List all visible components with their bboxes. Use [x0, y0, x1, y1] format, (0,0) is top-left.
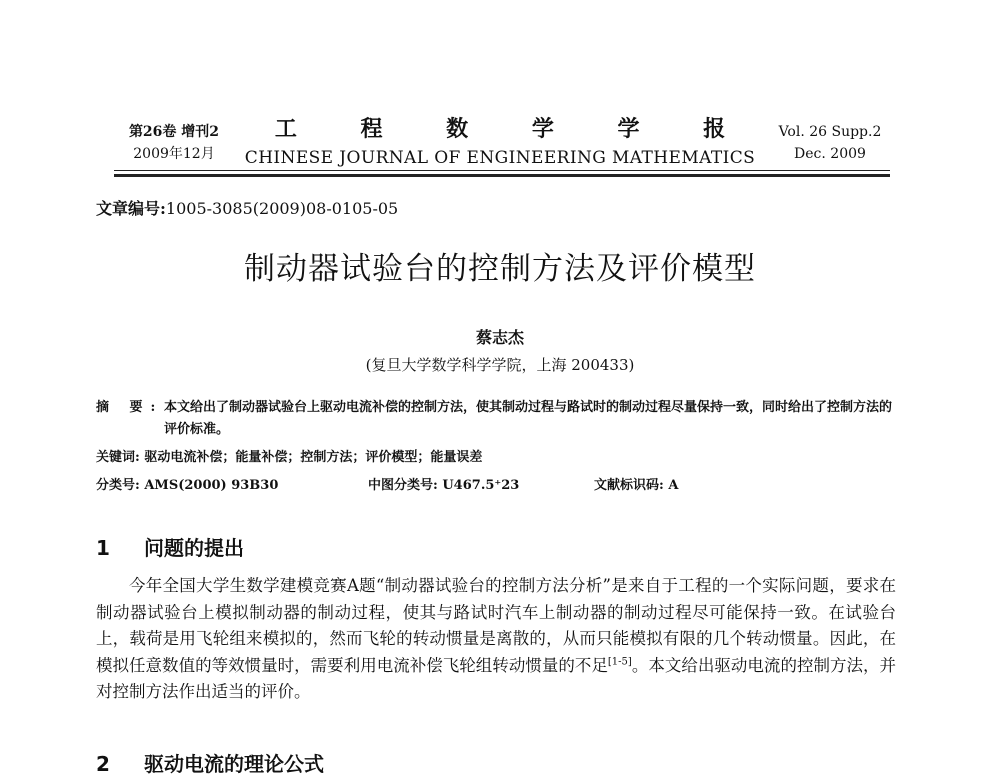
- section-1-number: 1: [96, 536, 110, 560]
- header-date-en: Dec. 2009: [794, 146, 866, 162]
- doc-code-label: 文献标识码:: [594, 478, 664, 493]
- citation-ref: [1-5]: [607, 656, 632, 667]
- author-affiliation: (复旦大学数学科学学院，上海 200433): [365, 356, 635, 374]
- keywords-label: 关键词:: [96, 450, 140, 465]
- abstract-text: 本文给出了制动器试验台上驱动电流补偿的控制方法，使其制动过程与路试时的制动过程尽量保持一致，同时给出了控制方法的评价标准。: [164, 400, 893, 437]
- author-name: 蔡志杰: [475, 328, 524, 347]
- header-volume-info-en: [770, 121, 890, 165]
- header-rule-thick: [114, 174, 890, 177]
- section-1-text-tail: 。本文给出驱动电流的控制方法，并对控制方法作出适当的评价。: [96, 655, 897, 701]
- ams-classification: [96, 474, 278, 493]
- journal-title-en: CHINESE JOURNAL OF ENGINEERING MATHEMATICS: [244, 148, 756, 168]
- header-rule-thin: [114, 170, 890, 171]
- article-number-value: 1005-3085(2009)08-0105-05: [165, 199, 399, 218]
- header-date-cn: 2009年12月: [133, 146, 215, 162]
- section-1-title: 问题的提出: [144, 536, 244, 560]
- journal-title-cn: 工 程 数 学 学 报: [274, 116, 754, 142]
- abstract-label: 摘 要:: [96, 400, 164, 415]
- clc-classification: [368, 474, 519, 493]
- article-number-label: 文章编号:: [96, 199, 166, 218]
- keywords: [96, 446, 482, 465]
- section-1-text: 今年全国大学生数学建模竞赛A题“制动器试验台的控制方法分析”是来自于工程的一个实际问题，要求在制动器试验台上模拟制动器的制动过程，使其与路试时汽车上制动器的制动过程尽可能保持一致。在试验台上，载荷是用飞轮组来模拟的，然而飞轮的转动惯量是离散的，从而只能模拟有限的几个转动惯量。因此，在模拟任意数值的等效惯量时，需要利用电流补偿飞轮组转动惯量的不足: [96, 576, 896, 675]
- article-number: [96, 196, 398, 219]
- ams-value: AMS(2000) 93B30: [144, 478, 279, 493]
- clc-value: U467.5⁺23: [442, 478, 520, 493]
- doc-code-value: A: [668, 478, 679, 493]
- abstract: [96, 397, 896, 441]
- section-1-heading: [96, 532, 244, 561]
- header-volume-cn: 第26卷 增刊2: [128, 124, 220, 140]
- keywords-text: 驱动电流补偿；能量补偿；控制方法；评价模型；能量误差: [144, 450, 483, 465]
- section-2-title: 驱动电流的理论公式: [144, 752, 324, 776]
- section-2-heading: [96, 748, 324, 777]
- paper-title: 制动器试验台的控制方法及评价模型: [244, 251, 756, 287]
- ams-label: 分类号:: [96, 478, 140, 493]
- header-volume-info: [114, 121, 234, 165]
- header-volume-en: Vol. 26 Supp.2: [778, 124, 882, 140]
- section-2-number: 2: [96, 752, 110, 776]
- section-1-paragraph: [96, 573, 896, 706]
- doc-code: [594, 474, 678, 493]
- journal-title-block: [240, 114, 760, 170]
- clc-label: 中图分类号:: [368, 478, 438, 493]
